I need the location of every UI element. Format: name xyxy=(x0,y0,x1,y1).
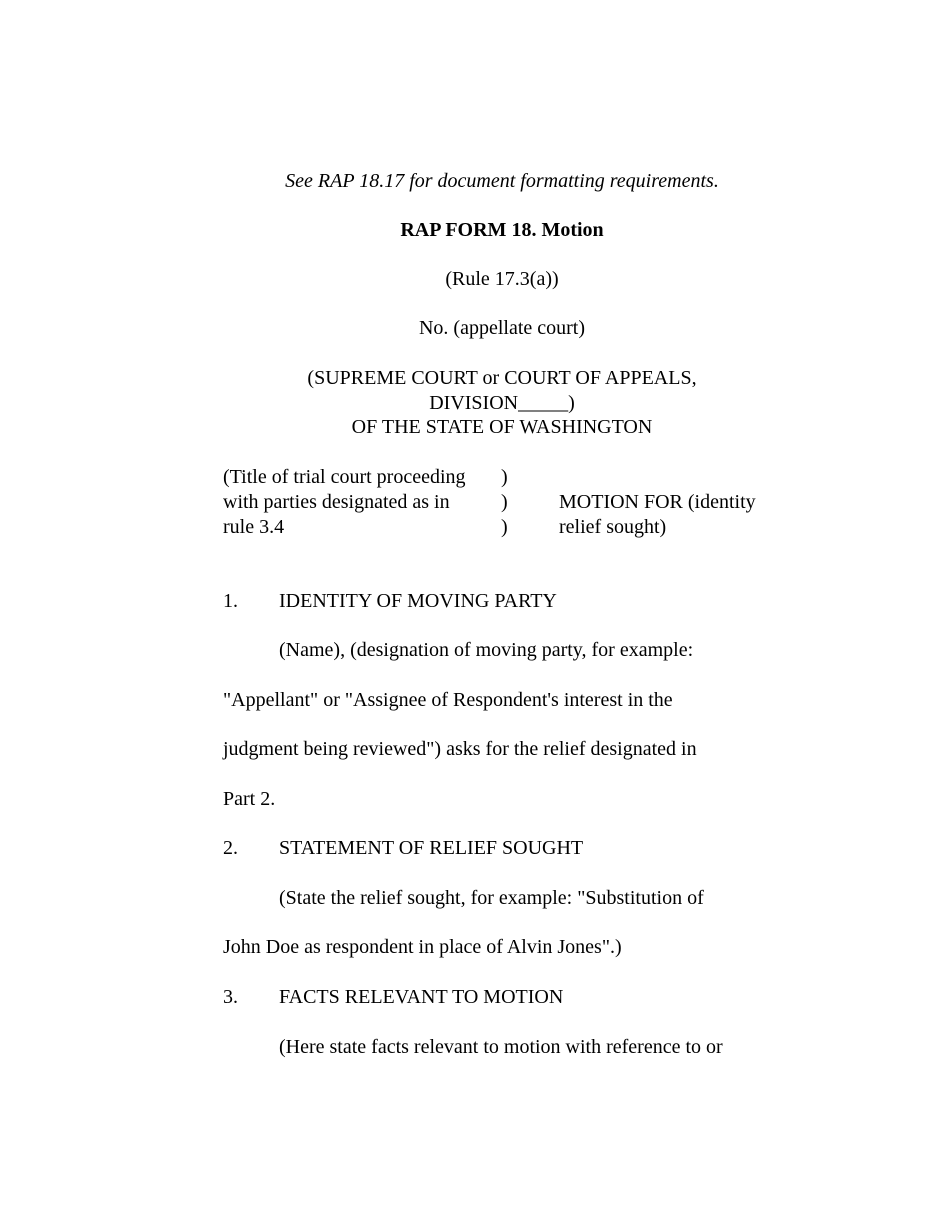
motion-title-line: MOTION FOR (identity xyxy=(559,491,756,513)
caption-title-line: rule 3.4 xyxy=(223,516,285,538)
body-line: Part 2. xyxy=(223,788,276,810)
body-line: (Here state facts relevant to motion with reference to or xyxy=(279,1036,723,1058)
rule-reference: (Rule 17.3(a)) xyxy=(445,268,559,290)
body-line: (Name), (designation of moving party, for example: xyxy=(279,639,694,661)
formatting-note: See RAP 18.17 for document formatting requirements. xyxy=(285,170,719,192)
caption-title-line: with parties designated as in xyxy=(223,491,450,513)
body-line: "Appellant" or "Assignee of Respondent's interest in the xyxy=(223,689,673,711)
caption-bracket: ) xyxy=(501,516,508,538)
body-line: judgment being reviewed") asks for the relief designated in xyxy=(223,738,697,760)
section-heading: IDENTITY OF MOVING PARTY xyxy=(279,590,557,612)
body-line: John Doe as respondent in place of Alvin Jones".) xyxy=(223,936,622,958)
motion-title-line: relief sought) xyxy=(559,516,667,538)
section-number: 3. xyxy=(223,986,238,1008)
caption-bracket: ) xyxy=(501,491,508,513)
court-name-line-2: DIVISION_____) xyxy=(429,392,575,414)
court-name-line-3: OF THE STATE OF WASHINGTON xyxy=(351,416,653,438)
caption-title-line: (Title of trial court proceeding xyxy=(223,466,466,488)
body-line: (State the relief sought, for example: "Substitution of xyxy=(279,887,704,909)
caption-bracket: ) xyxy=(501,466,508,488)
section-number: 1. xyxy=(223,590,238,612)
case-number: No. (appellate court) xyxy=(418,317,586,339)
section-heading: STATEMENT OF RELIEF SOUGHT xyxy=(279,837,584,859)
section-heading: FACTS RELEVANT TO MOTION xyxy=(279,986,564,1008)
form-title: RAP FORM 18. Motion xyxy=(400,219,604,241)
section-number: 2. xyxy=(223,837,238,859)
court-name-line-1: (SUPREME COURT or COURT OF APPEALS, xyxy=(307,367,697,389)
